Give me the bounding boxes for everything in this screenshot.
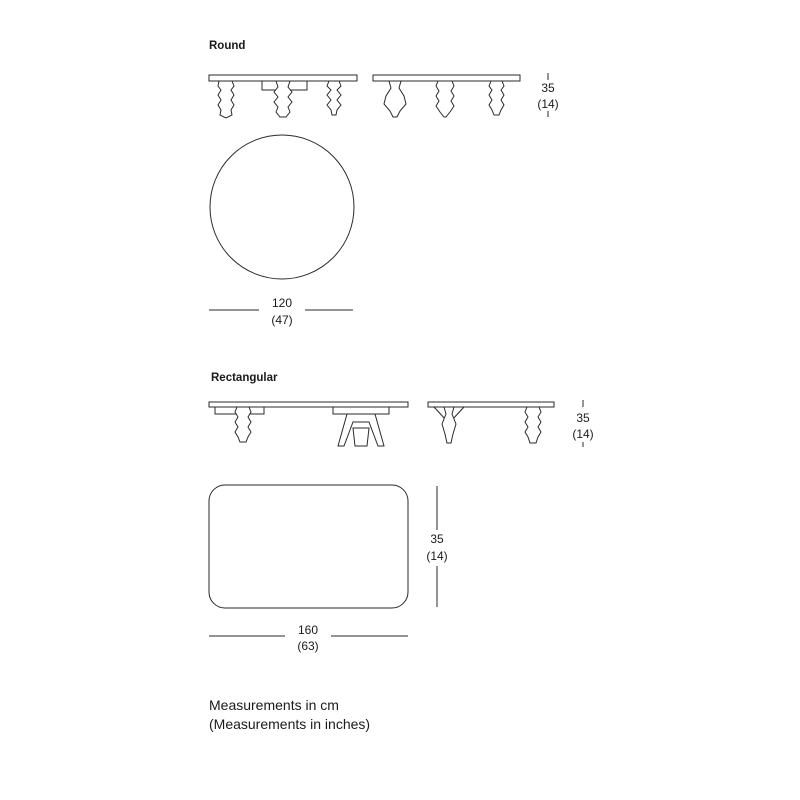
round-title: Round bbox=[209, 40, 246, 52]
round-height-dimension bbox=[537, 73, 558, 117]
rectangular-title: Rectangular bbox=[211, 372, 278, 384]
legend-units-cm: Measurements in cm bbox=[209, 697, 339, 713]
round-height-cm: 35 bbox=[541, 81, 555, 95]
rectangular-length-dimension bbox=[209, 623, 408, 653]
rectangular-side-leg-2 bbox=[525, 407, 541, 443]
rectangular-plan-rect bbox=[209, 485, 408, 608]
round-diameter-in: (47) bbox=[271, 313, 293, 327]
round-plan-circle bbox=[210, 135, 354, 279]
round-diameter-cm: 120 bbox=[271, 296, 293, 310]
round-front-elevation bbox=[209, 75, 357, 118]
rectangular-side-elevation bbox=[428, 402, 554, 443]
round-front-leg-2 bbox=[274, 81, 292, 117]
rectangular-front-leg-1 bbox=[235, 407, 251, 442]
round-side-leg-1 bbox=[384, 81, 406, 117]
round-height-in: (14) bbox=[537, 97, 559, 111]
round-side-leg-2 bbox=[436, 81, 454, 117]
rectangular-height-in: (14) bbox=[572, 427, 594, 441]
round-front-leg-3 bbox=[327, 81, 341, 115]
rectangular-height-dimension bbox=[572, 400, 593, 447]
rectangular-front-apron-right bbox=[333, 407, 389, 414]
legend-units-inches: (Measurements in inches) bbox=[209, 716, 371, 732]
rectangular-front-leg-2-foot bbox=[353, 428, 369, 446]
rectangular-length-cm: 160 bbox=[297, 623, 319, 637]
round-front-leg-1 bbox=[218, 81, 234, 118]
rectangular-front-elevation bbox=[209, 402, 408, 446]
rectangular-length-in: (63) bbox=[297, 639, 319, 653]
measurement-legend bbox=[209, 696, 370, 734]
rectangular-side-top bbox=[428, 402, 554, 407]
rectangular-depth-in: (14) bbox=[426, 549, 448, 563]
rectangular-height-cm: 35 bbox=[576, 411, 590, 425]
round-front-top bbox=[209, 75, 357, 81]
rectangular-depth-cm: 35 bbox=[430, 532, 444, 546]
round-side-top bbox=[373, 75, 520, 81]
rectangular-front-top bbox=[209, 402, 408, 407]
round-diameter-dimension bbox=[209, 296, 353, 327]
rectangular-side-leg-1 bbox=[442, 407, 456, 443]
round-side-elevation bbox=[373, 75, 520, 117]
round-side-leg-3 bbox=[489, 81, 504, 115]
rectangular-depth-dimension bbox=[426, 486, 447, 607]
